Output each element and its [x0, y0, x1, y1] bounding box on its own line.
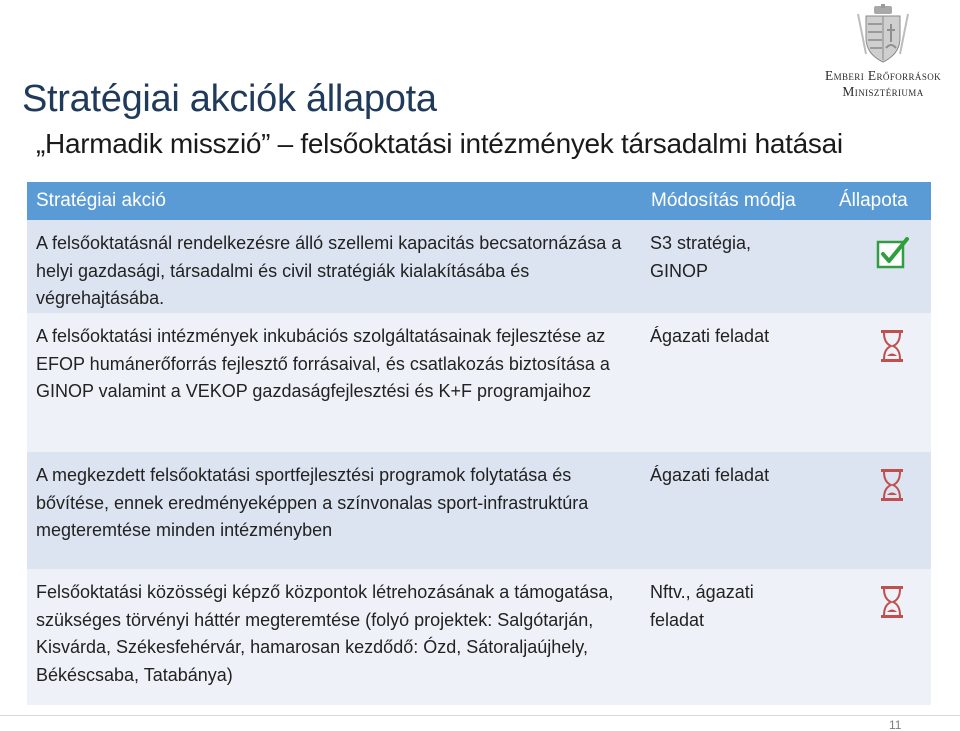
hourglass-icon	[880, 329, 904, 368]
strategy-table	[27, 182, 931, 705]
modification-cell: Ágazati feladat	[650, 326, 770, 346]
hourglass-icon	[880, 585, 904, 624]
hungarian-coat-of-arms-icon	[852, 4, 914, 64]
modification-cell: Nftv., ágazati feladat	[650, 582, 754, 630]
page-title: Stratégiai akciók állapota	[22, 78, 437, 120]
ministry-logo	[808, 4, 958, 100]
header-action: Stratégiai akció	[36, 190, 166, 211]
modification-cell: S3 stratégia, GINOP	[650, 233, 752, 281]
action-cell: A megkezdett felsőoktatási sportfejlesztési programok folytatása és bővítése, ennek eredményeképpen a színvonalas sport-infrastruktúra megteremtése minden intézményben	[36, 465, 589, 540]
table-row	[27, 569, 931, 705]
table-row	[27, 452, 931, 569]
header-modification: Módosítás módja	[651, 190, 796, 211]
action-cell: Felsőoktatási közösségi képző központok létrehozásának a támogatása, szükséges törvényi háttér megteremtése (folyó projektek: Salgótarján, Kisvárda, Székesfehérvár, hamarosan kezdődő: Ózd, Sátoraljaújhely, Békéscsaba, Tatabánya)	[36, 582, 614, 685]
table-row	[27, 313, 931, 452]
action-cell: A felsőoktatásnál rendelkezésre álló szellemi kapacitás becsatornázása a helyi gazdasági, társadalmi és civil stratégiák kialakításába és végrehajtásába.	[36, 233, 622, 308]
table-header	[27, 182, 931, 220]
table-row	[27, 220, 931, 313]
logo-line-2: Minisztériuma	[842, 84, 924, 99]
action-cell: A felsőoktatási intézmények inkubációs szolgáltatásainak fejlesztése az EFOP humánerőforrás fejlesztő forrásaival, és csatlakozás biztosítása a GINOP valamint a VEKOP gazdaságfejlesztési és K+F programjaihoz	[36, 326, 610, 401]
footer-divider	[0, 715, 960, 716]
page-subtitle: „Harmadik misszió” – felsőoktatási intézmények társadalmi hatásai	[36, 128, 843, 159]
hourglass-icon	[880, 468, 904, 507]
modification-cell: Ágazati feladat	[650, 465, 770, 485]
checkbox-checked-icon	[876, 237, 910, 274]
page-number: 11	[889, 718, 902, 731]
logo-line-1: Emberi Erőforrások	[824, 68, 942, 83]
header-status: Állapota	[839, 190, 908, 211]
